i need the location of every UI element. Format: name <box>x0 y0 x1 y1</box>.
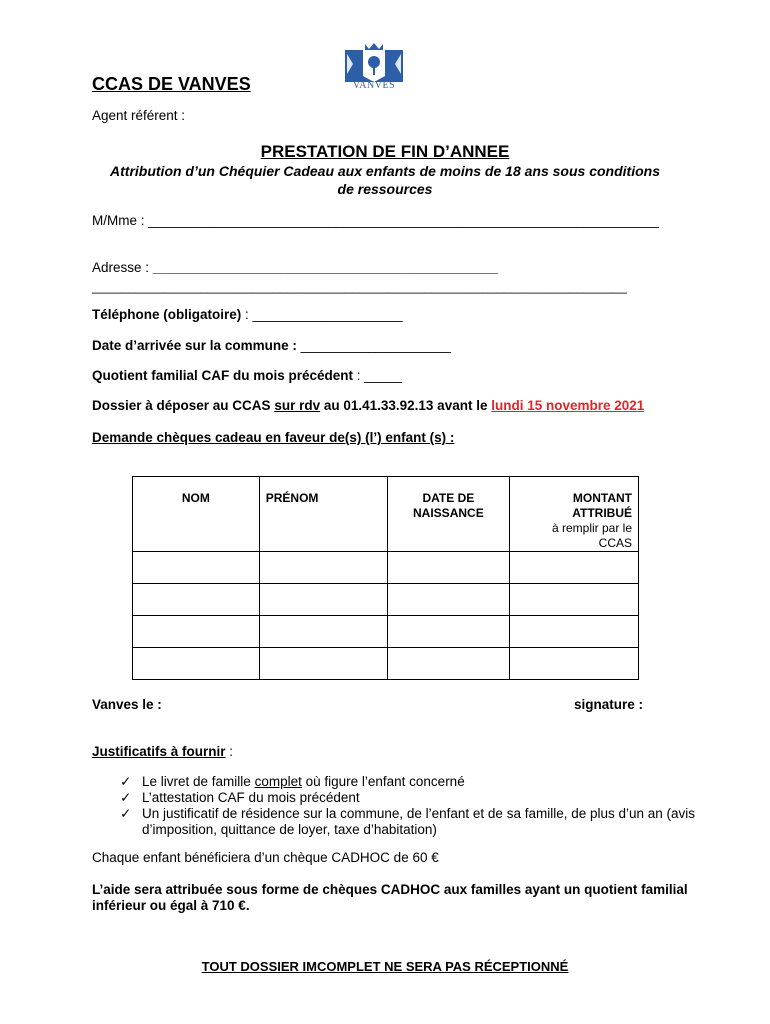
cell-nom[interactable] <box>133 552 260 584</box>
header-montant-note1: à remplir par le <box>551 521 632 535</box>
cell-montant[interactable] <box>510 648 639 680</box>
form-subtitle: Attribution d’un Chéquier Cadeau aux enfants de moins de 18 ans sous conditions de ressources <box>110 163 660 197</box>
cell-nom[interactable] <box>133 648 260 680</box>
header-montant-note2: CCAS <box>598 536 632 550</box>
header-date-line2: NAISSANCE <box>413 506 484 520</box>
qf-row <box>92 368 402 383</box>
list-item-continuation <box>120 822 695 838</box>
address-label: Adresse : <box>92 260 150 275</box>
cell-date[interactable] <box>387 584 510 616</box>
check-icon: ✓ <box>120 790 132 805</box>
cell-date[interactable] <box>387 552 510 584</box>
check-icon: ✓ <box>120 806 132 821</box>
deposit-notice <box>92 398 644 413</box>
arrival-row <box>92 338 451 353</box>
header-date-line1: DATE DE <box>422 491 475 505</box>
signature-label: signature : <box>574 697 644 712</box>
cell-montant[interactable] <box>510 552 639 584</box>
header-montant-line2: ATTRIBUÉ <box>572 506 632 520</box>
cell-nom[interactable] <box>133 616 260 648</box>
justificatifs-heading: Justificatifs à fournir <box>92 744 226 759</box>
header-montant <box>510 477 639 552</box>
list-item <box>120 774 695 790</box>
header-date <box>387 477 510 552</box>
form-title: PRESTATION DE FIN D’ANNEE <box>260 142 510 161</box>
name-row <box>92 213 659 228</box>
cell-prenom[interactable] <box>259 616 387 648</box>
item1-text-a: Le livret de famille <box>142 774 255 789</box>
phone-label: Téléphone (obligatoire) <box>92 307 242 322</box>
deposit-text-1: Dossier à déposer au CCAS <box>92 398 275 413</box>
header-prenom-label: PRÉNOM <box>265 491 319 505</box>
vanves-logo <box>343 42 405 92</box>
list-item <box>120 806 695 822</box>
phone-row <box>92 307 403 322</box>
cell-date[interactable] <box>387 648 510 680</box>
deposit-rdv: sur rdv <box>274 398 321 413</box>
check-icon: ✓ <box>120 774 132 789</box>
item3-text-line1: Un justificatif de résidence sur la commune, de l’enfant et de sa famille, de plus d’un an (avis <box>142 806 696 821</box>
cheque-info: Chaque enfant bénéficiera d’un chèque CADHOC de 60 € <box>92 850 439 865</box>
table-header-row <box>133 477 639 552</box>
qf-label: Quotient familial CAF du mois précédent <box>92 368 354 383</box>
vanves-le-label: Vanves le : <box>92 697 162 712</box>
deposit-deadline: lundi 15 novembre 2021 <box>491 398 645 413</box>
qf-field[interactable]: : _____ <box>356 368 402 383</box>
item3-text-line2: d’imposition, quittance de loyer, taxe d’habitation) <box>142 822 437 837</box>
logo-text: VANVES <box>352 80 396 91</box>
header-prenom <box>259 477 387 552</box>
deposit-text-2: au 01.41.33.92.13 avant le <box>320 398 492 413</box>
address-field-line2[interactable]: __________________________________________________________________________ <box>92 279 628 294</box>
name-field[interactable]: ____________________________________________________________________ <box>148 213 659 228</box>
table-row <box>133 648 639 680</box>
list-item <box>120 790 695 806</box>
table-row <box>133 616 639 648</box>
item1-text-b: complet <box>254 774 302 789</box>
aid-info-line2: inférieur ou égal à 710 €. <box>92 898 250 913</box>
cell-prenom[interactable] <box>259 584 387 616</box>
footer-notice: TOUT DOSSIER IMCOMPLET NE SERA PAS RÉCEPTIONNÉ <box>201 959 569 974</box>
item1-text-c: où figure l’enfant concerné <box>301 774 465 789</box>
request-heading: Demande chèques cadeau en faveur de(s) (l’) enfant (s) : <box>92 430 455 445</box>
address-row <box>92 260 498 275</box>
header-montant-line1: MONTANT <box>572 491 632 505</box>
phone-field[interactable]: : ____________________ <box>245 307 403 322</box>
header-nom-label: NOM <box>181 491 210 505</box>
cell-montant[interactable] <box>510 584 639 616</box>
cell-nom[interactable] <box>133 584 260 616</box>
address-field-line1[interactable]: ______________________________________________ <box>152 260 499 275</box>
aid-info-line1: L’aide sera attribuée sous forme de chèques CADHOC aux familles ayant un quotient familial <box>92 882 688 897</box>
table-row <box>133 552 639 584</box>
cell-prenom[interactable] <box>259 552 387 584</box>
children-table <box>132 476 639 680</box>
arrival-field[interactable]: ____________________ <box>300 338 451 353</box>
header-nom <box>133 477 260 552</box>
org-title: CCAS DE VANVES <box>92 74 251 94</box>
justificatifs-colon: : <box>225 744 234 759</box>
justificatifs-heading-row <box>92 744 233 759</box>
name-label: M/Mme : <box>92 213 145 228</box>
arrival-label: Date d’arrivée sur la commune : <box>92 338 297 353</box>
item2-text: L’attestation CAF du mois précédent <box>142 790 360 805</box>
cell-date[interactable] <box>387 616 510 648</box>
cell-prenom[interactable] <box>259 648 387 680</box>
table-row <box>133 584 639 616</box>
justificatifs-list <box>120 774 695 838</box>
cell-montant[interactable] <box>510 616 639 648</box>
agent-label: Agent référent : <box>92 108 186 123</box>
